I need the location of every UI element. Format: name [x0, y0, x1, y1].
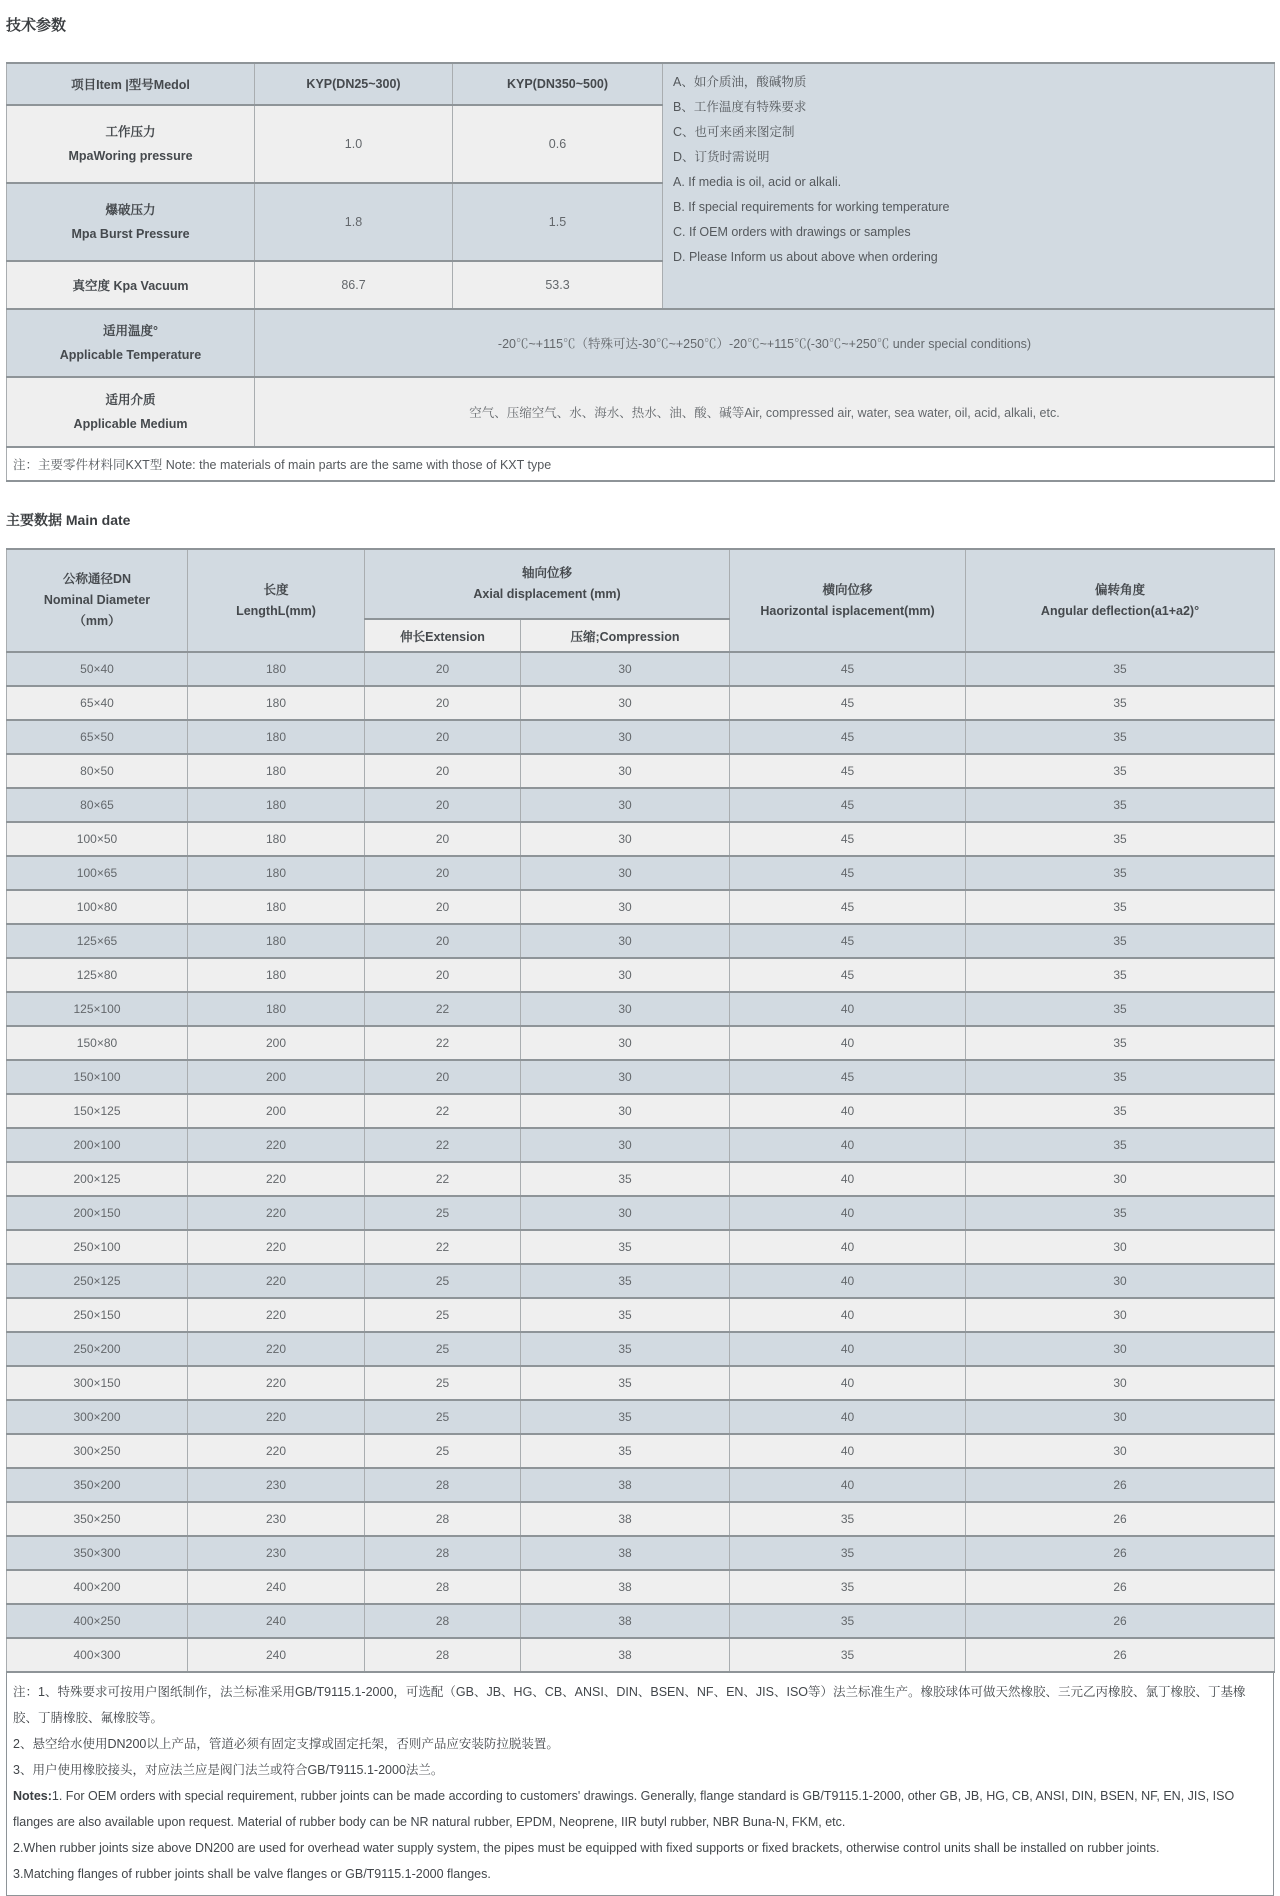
cell-horizontal: 40: [730, 1332, 966, 1366]
cell-extension: 25: [365, 1332, 521, 1366]
cell-angular: 26: [966, 1536, 1275, 1570]
cell-extension: 22: [365, 1026, 521, 1060]
cell-angular: 35: [966, 890, 1275, 924]
cell-compression: 30: [521, 958, 730, 992]
burst-pressure-label: [7, 183, 255, 261]
cell-length: 220: [188, 1400, 365, 1434]
table-row: [7, 1604, 1275, 1638]
header-compression: 压缩;Compression: [521, 619, 730, 652]
cell-horizontal: 40: [730, 1264, 966, 1298]
cell-length: 220: [188, 1366, 365, 1400]
cell-dn: 125×65: [7, 924, 188, 958]
cell-compression: 30: [521, 856, 730, 890]
cell-extension: 20: [365, 890, 521, 924]
header-length-cn: 长度: [263, 582, 289, 597]
cell-horizontal: 40: [730, 1162, 966, 1196]
header-angular-cn: 偏转角度: [1095, 582, 1146, 597]
cell-compression: 38: [521, 1468, 730, 1502]
table-row: [7, 652, 1275, 686]
header-angular-deflection: [966, 549, 1275, 652]
burst-pressure-label-cn: 爆破压力: [105, 203, 156, 217]
cell-angular: 35: [966, 992, 1275, 1026]
cell-angular: 35: [966, 652, 1275, 686]
cell-extension: 20: [365, 788, 521, 822]
main-table-body: [7, 652, 1275, 1672]
header-axial-en: Axial displacement (mm): [473, 587, 621, 601]
table-row: [7, 720, 1275, 754]
cell-extension: 20: [365, 1060, 521, 1094]
cell-angular: 35: [966, 788, 1275, 822]
cell-extension: 20: [365, 754, 521, 788]
cell-extension: 25: [365, 1366, 521, 1400]
table-row: [7, 1264, 1275, 1298]
cell-dn: 125×80: [7, 958, 188, 992]
cell-compression: 35: [521, 1230, 730, 1264]
cell-length: 200: [188, 1094, 365, 1128]
cell-extension: 22: [365, 1162, 521, 1196]
cell-length: 180: [188, 890, 365, 924]
oem-note-line: D、订货时需说明: [673, 150, 770, 164]
medium-row: [7, 377, 1275, 447]
header-dn-cn: 公称通径DN: [62, 572, 132, 586]
temperature-label: [7, 309, 255, 377]
cell-horizontal: 45: [730, 788, 966, 822]
cell-dn: 350×250: [7, 1502, 188, 1536]
cell-angular: 35: [966, 1026, 1275, 1060]
cell-horizontal: 40: [730, 1468, 966, 1502]
oem-note-line: A、如介质油，酸碱物质: [673, 75, 807, 89]
cell-dn: 150×100: [7, 1060, 188, 1094]
table-row: [7, 1434, 1275, 1468]
oem-note-line: B. If special requirements for working temperature: [673, 200, 950, 214]
cell-compression: 35: [521, 1434, 730, 1468]
burst-pressure-label-en: Mpa Burst Pressure: [71, 227, 190, 241]
cell-horizontal: 40: [730, 1298, 966, 1332]
cell-compression: 38: [521, 1570, 730, 1604]
cell-length: 220: [188, 1434, 365, 1468]
cell-compression: 30: [521, 1060, 730, 1094]
table-row: [7, 1196, 1275, 1230]
cell-horizontal: 45: [730, 924, 966, 958]
cell-horizontal: 45: [730, 720, 966, 754]
bottom-note-paragraph: Notes:1. For OEM orders with special requirement, rubber joints can be made according to customers' drawings. Generally, flange standard is GB/T9115.1-2000, other GB, JB, HG, CB, ANSI, DIN, BSEN, NF, EN, JIS, ISO flanges are also available upon request. Material of rubber body can be NR natural rubber, EPDM, Neoprene, IIR butyl rubber, NBR Buna-N, FKM, etc.: [13, 1789, 1235, 1829]
cell-angular: 35: [966, 720, 1275, 754]
cell-angular: 30: [966, 1264, 1275, 1298]
cell-dn: 200×150: [7, 1196, 188, 1230]
cell-length: 220: [188, 1264, 365, 1298]
cell-compression: 35: [521, 1366, 730, 1400]
cell-horizontal: 45: [730, 754, 966, 788]
cell-compression: 35: [521, 1298, 730, 1332]
cell-horizontal: 40: [730, 1196, 966, 1230]
cell-length: 180: [188, 992, 365, 1026]
cell-length: 220: [188, 1196, 365, 1230]
cell-extension: 25: [365, 1264, 521, 1298]
cell-compression: 38: [521, 1638, 730, 1672]
cell-horizontal: 40: [730, 1094, 966, 1128]
cell-extension: 25: [365, 1434, 521, 1468]
cell-extension: 20: [365, 720, 521, 754]
cell-dn: 125×100: [7, 992, 188, 1026]
table-row: [7, 1162, 1275, 1196]
cell-compression: 35: [521, 1264, 730, 1298]
table-row: [7, 822, 1275, 856]
table-row: [7, 1502, 1275, 1536]
header-length-en: LengthL(mm): [236, 603, 316, 618]
main-table-header-row: [7, 549, 1275, 619]
table-row: [7, 1128, 1275, 1162]
cell-extension: 25: [365, 1400, 521, 1434]
cell-compression: 35: [521, 1400, 730, 1434]
cell-length: 230: [188, 1536, 365, 1570]
cell-compression: 30: [521, 1128, 730, 1162]
cell-dn: 250×200: [7, 1332, 188, 1366]
cell-length: 180: [188, 720, 365, 754]
cell-horizontal: 45: [730, 652, 966, 686]
cell-extension: 25: [365, 1298, 521, 1332]
cell-dn: 50×40: [7, 652, 188, 686]
cell-extension: 20: [365, 822, 521, 856]
oem-note-line: B、工作温度有特殊要求: [673, 100, 807, 114]
cell-horizontal: 45: [730, 856, 966, 890]
cell-angular: 35: [966, 754, 1275, 788]
cell-length: 200: [188, 1026, 365, 1060]
cell-length: 240: [188, 1570, 365, 1604]
cell-horizontal: 35: [730, 1536, 966, 1570]
cell-dn: 300×200: [7, 1400, 188, 1434]
table-row: [7, 788, 1275, 822]
cell-length: 180: [188, 788, 365, 822]
cell-dn: 100×65: [7, 856, 188, 890]
table-row: [7, 856, 1275, 890]
header-nominal-diameter: [7, 549, 188, 652]
cell-angular: 35: [966, 1196, 1275, 1230]
cell-dn: 250×125: [7, 1264, 188, 1298]
bottom-note-paragraph: 3.Matching flanges of rubber joints shall be valve flanges or GB/T9115.1-2000 flanges.: [13, 1867, 491, 1881]
cell-length: 180: [188, 856, 365, 890]
cell-dn: 400×250: [7, 1604, 188, 1638]
cell-compression: 35: [521, 1162, 730, 1196]
table-row: [7, 1094, 1275, 1128]
table-row: [7, 1638, 1275, 1672]
working-pressure-value-1: 1.0: [255, 105, 453, 183]
header-dn-unit: （mm）: [73, 614, 121, 628]
cell-compression: 30: [521, 1196, 730, 1230]
cell-compression: 30: [521, 992, 730, 1026]
table-row: [7, 1536, 1275, 1570]
cell-angular: 30: [966, 1366, 1275, 1400]
oem-note-line: A. If media is oil, acid or alkali.: [673, 175, 842, 189]
header-horizontal-en: Haorizontal isplacement(mm): [760, 603, 935, 618]
cell-horizontal: 40: [730, 992, 966, 1026]
cell-compression: 30: [521, 890, 730, 924]
cell-length: 230: [188, 1502, 365, 1536]
cell-dn: 350×200: [7, 1468, 188, 1502]
table-row: [7, 1026, 1275, 1060]
cell-dn: 100×80: [7, 890, 188, 924]
cell-dn: 150×125: [7, 1094, 188, 1128]
tech-header-model-2: KYP(DN350~500): [453, 63, 663, 105]
table-row: [7, 992, 1275, 1026]
cell-dn: 300×150: [7, 1366, 188, 1400]
cell-dn: 400×300: [7, 1638, 188, 1672]
cell-length: 220: [188, 1128, 365, 1162]
cell-angular: 26: [966, 1604, 1275, 1638]
cell-extension: 22: [365, 1128, 521, 1162]
cell-length: 180: [188, 822, 365, 856]
burst-pressure-value-1: 1.8: [255, 183, 453, 261]
cell-extension: 28: [365, 1468, 521, 1502]
bottom-note-paragraph: 3、用户使用橡胶接头，对应法兰应是阀门法兰或符合GB/T9115.1-2000法兰。: [13, 1763, 444, 1777]
cell-dn: 350×300: [7, 1536, 188, 1570]
cell-compression: 30: [521, 788, 730, 822]
table-row: [7, 1060, 1275, 1094]
header-angular-en: Angular deflection(a1+a2)°: [1040, 603, 1200, 618]
vacuum-label: 真空度 Kpa Vacuum: [7, 261, 255, 309]
cell-dn: 100×50: [7, 822, 188, 856]
cell-horizontal: 45: [730, 686, 966, 720]
cell-horizontal: 35: [730, 1502, 966, 1536]
cell-angular: 26: [966, 1502, 1275, 1536]
cell-length: 180: [188, 958, 365, 992]
oem-note-line: C. If OEM orders with drawings or samples: [673, 225, 911, 239]
tech-section-title: 技术参数: [6, 17, 67, 34]
table-row: [7, 1366, 1275, 1400]
cell-angular: 30: [966, 1230, 1275, 1264]
working-pressure-value-2: 0.6: [453, 105, 663, 183]
cell-extension: 22: [365, 1230, 521, 1264]
table-row: [7, 1332, 1275, 1366]
oem-note-line: D. Please Inform us about above when ordering: [673, 250, 938, 264]
cell-dn: 65×50: [7, 720, 188, 754]
cell-angular: 35: [966, 1128, 1275, 1162]
cell-angular: 30: [966, 1162, 1275, 1196]
cell-length: 240: [188, 1604, 365, 1638]
cell-horizontal: 40: [730, 1400, 966, 1434]
bottom-note-paragraph: 注：1、特殊要求可按用户图纸制作，法兰标准采用GB/T9115.1-2000，可选配（GB、JB、HG、CB、ANSI、DIN、BSEN、NF、EN、JIS、ISO等）法兰标准生产。橡胶球体可做天然橡胶、三元乙丙橡胶、氯丁橡胶、丁基橡胶、丁腈橡胶、氟橡胶等。: [13, 1685, 1246, 1725]
cell-horizontal: 45: [730, 958, 966, 992]
table-row: [7, 754, 1275, 788]
cell-length: 240: [188, 1638, 365, 1672]
medium-label-en: Applicable Medium: [73, 417, 188, 431]
tech-header-model-1: KYP(DN25~300): [255, 63, 453, 105]
cell-horizontal: 45: [730, 890, 966, 924]
cell-horizontal: 40: [730, 1026, 966, 1060]
cell-extension: 20: [365, 924, 521, 958]
table-row: [7, 1400, 1275, 1434]
cell-horizontal: 35: [730, 1604, 966, 1638]
cell-dn: 250×150: [7, 1298, 188, 1332]
cell-horizontal: 40: [730, 1128, 966, 1162]
cell-dn: 80×50: [7, 754, 188, 788]
working-pressure-label: [7, 105, 255, 183]
cell-horizontal: 45: [730, 1060, 966, 1094]
cell-extension: 25: [365, 1196, 521, 1230]
cell-dn: 80×65: [7, 788, 188, 822]
tech-footnote-row: [7, 447, 1275, 481]
temperature-value: -20℃~+115℃（特殊可达-30℃~+250℃）-20℃~+115℃(-30℃~+250℃ under special conditions): [255, 309, 1275, 377]
cell-angular: 26: [966, 1638, 1275, 1672]
cell-length: 220: [188, 1162, 365, 1196]
cell-angular: 35: [966, 686, 1275, 720]
cell-compression: 30: [521, 1026, 730, 1060]
cell-extension: 20: [365, 686, 521, 720]
vacuum-value-2: 53.3: [453, 261, 663, 309]
cell-length: 200: [188, 1060, 365, 1094]
cell-compression: 38: [521, 1536, 730, 1570]
cell-compression: 30: [521, 652, 730, 686]
header-axial-displacement: [365, 549, 730, 619]
cell-compression: 30: [521, 924, 730, 958]
bottom-note-paragraph: 2.When rubber joints size above DN200 are used for overhead water supply system, the pipes must be equipped with fixed supports or fixed brackets, otherwise control units shall be installed on rubber joints.: [13, 1841, 1160, 1855]
cell-angular: 30: [966, 1332, 1275, 1366]
header-horizontal-displacement: [730, 549, 966, 652]
cell-length: 220: [188, 1298, 365, 1332]
cell-angular: 30: [966, 1434, 1275, 1468]
burst-pressure-value-2: 1.5: [453, 183, 663, 261]
cell-dn: 250×100: [7, 1230, 188, 1264]
cell-extension: 22: [365, 1094, 521, 1128]
cell-dn: 400×200: [7, 1570, 188, 1604]
table-row: [7, 1230, 1275, 1264]
cell-length: 220: [188, 1230, 365, 1264]
bottom-note-bold-prefix: Notes:: [13, 1789, 52, 1803]
cell-extension: 22: [365, 992, 521, 1026]
cell-horizontal: 40: [730, 1230, 966, 1264]
table-row: [7, 890, 1275, 924]
cell-angular: 30: [966, 1298, 1275, 1332]
cell-compression: 30: [521, 720, 730, 754]
main-data-table: [6, 548, 1275, 1673]
table-row: [7, 958, 1275, 992]
cell-extension: 28: [365, 1502, 521, 1536]
cell-compression: 35: [521, 1332, 730, 1366]
cell-angular: 26: [966, 1468, 1275, 1502]
cell-length: 220: [188, 1332, 365, 1366]
table-row: [7, 1570, 1275, 1604]
header-length: [188, 549, 365, 652]
cell-angular: 26: [966, 1570, 1275, 1604]
cell-angular: 35: [966, 1094, 1275, 1128]
cell-compression: 30: [521, 1094, 730, 1128]
cell-dn: 300×250: [7, 1434, 188, 1468]
tech-header-item: 项目Item |型号Medol: [7, 63, 255, 105]
main-section-title: 主要数据 Main date: [6, 512, 131, 528]
tech-table-header-row: [7, 63, 1275, 105]
vacuum-value-1: 86.7: [255, 261, 453, 309]
table-row: [7, 924, 1275, 958]
cell-compression: 30: [521, 686, 730, 720]
cell-horizontal: 35: [730, 1638, 966, 1672]
cell-angular: 35: [966, 924, 1275, 958]
cell-length: 230: [188, 1468, 365, 1502]
bottom-notes: [6, 1673, 1274, 1896]
cell-extension: 28: [365, 1570, 521, 1604]
bottom-note-paragraph: 2、悬空给水使用DN200以上产品，管道必须有固定支撑或固定托架，否则产品应安装防拉脱装置。: [13, 1737, 559, 1751]
tech-footnote: 注：主要零件材料同KXT型 Note: the materials of main parts are the same with those of KXT type: [7, 447, 1275, 481]
cell-horizontal: 35: [730, 1570, 966, 1604]
cell-extension: 28: [365, 1604, 521, 1638]
cell-dn: 65×40: [7, 686, 188, 720]
cell-dn: 200×100: [7, 1128, 188, 1162]
header-axial-cn: 轴向位移: [522, 566, 573, 580]
cell-extension: 20: [365, 652, 521, 686]
cell-dn: 150×80: [7, 1026, 188, 1060]
header-extension: 伸长Extension: [365, 619, 521, 652]
cell-angular: 35: [966, 822, 1275, 856]
oem-notes-cell: [663, 63, 1275, 309]
medium-value: 空气、压缩空气、水、海水、热水、油、酸、碱等Air, compressed air, water, sea water, oil, acid, alkali, etc.: [255, 377, 1275, 447]
cell-compression: 38: [521, 1604, 730, 1638]
cell-horizontal: 45: [730, 822, 966, 856]
cell-dn: 200×125: [7, 1162, 188, 1196]
cell-extension: 20: [365, 958, 521, 992]
cell-length: 180: [188, 652, 365, 686]
cell-extension: 20: [365, 856, 521, 890]
cell-extension: 28: [365, 1536, 521, 1570]
temperature-row: [7, 309, 1275, 377]
header-dn-en: Nominal Diameter: [43, 593, 151, 607]
cell-angular: 35: [966, 958, 1275, 992]
cell-angular: 35: [966, 856, 1275, 890]
cell-length: 180: [188, 686, 365, 720]
header-horizontal-cn: 横向位移: [822, 582, 873, 597]
working-pressure-label-cn: 工作压力: [105, 125, 156, 139]
temperature-label-cn: 适用温度°: [103, 324, 158, 338]
table-row: [7, 1298, 1275, 1332]
cell-angular: 30: [966, 1400, 1275, 1434]
cell-compression: 30: [521, 754, 730, 788]
medium-label-cn: 适用介质: [105, 393, 156, 407]
temperature-label-en: Applicable Temperature: [59, 348, 202, 362]
cell-length: 180: [188, 924, 365, 958]
cell-length: 180: [188, 754, 365, 788]
cell-compression: 30: [521, 822, 730, 856]
cell-angular: 35: [966, 1060, 1275, 1094]
table-row: [7, 686, 1275, 720]
cell-compression: 38: [521, 1502, 730, 1536]
cell-horizontal: 40: [730, 1366, 966, 1400]
cell-extension: 28: [365, 1638, 521, 1672]
table-row: [7, 1468, 1275, 1502]
medium-label: [7, 377, 255, 447]
oem-note-line: C、也可来函来图定制: [673, 125, 795, 139]
working-pressure-label-en: MpaWoring pressure: [68, 149, 193, 163]
tech-parameters-table: [6, 62, 1275, 482]
cell-horizontal: 40: [730, 1434, 966, 1468]
